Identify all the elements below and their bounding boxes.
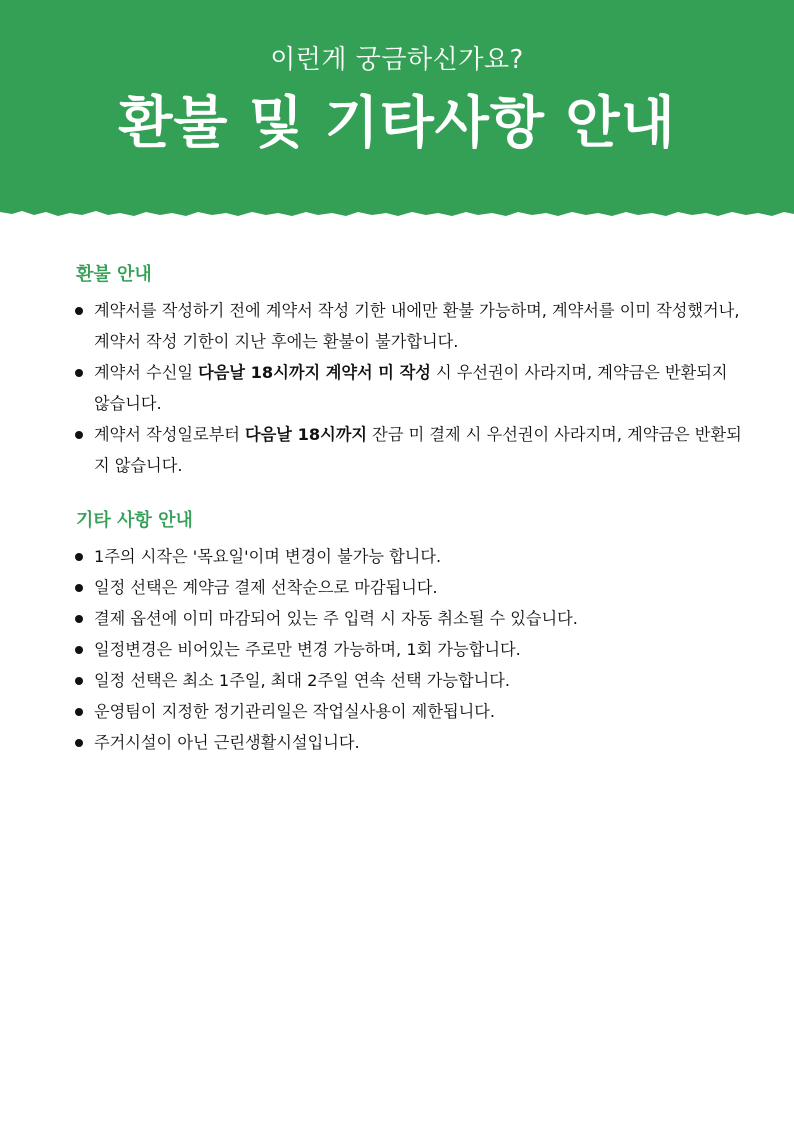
etc-item: 일정 선택은 최소 1주일, 최대 2주일 연속 선택 가능합니다. (94, 665, 748, 696)
refund-list (0, 295, 748, 481)
header-subtitle: 이런게 궁금하신가요? (270, 45, 524, 75)
refund-item-emphasis: 다음날 18시까지 계약서 미 작성 (198, 363, 431, 382)
refund-item-text: 계약서 수신일 (94, 363, 199, 382)
page-title: 환불 및 기타사항 안내 (118, 91, 676, 156)
refund-section-title: 환불 안내 (76, 264, 152, 285)
torn-edge-decoration (0, 196, 794, 226)
etc-item: 1주의 시작은 '목요일'이며 변경이 불가능 합니다. (94, 541, 748, 572)
etc-section-title: 기타 사항 안내 (76, 510, 193, 531)
refund-item (94, 357, 748, 419)
refund-item-text: 계약서를 작성하기 전에 계약서 작성 기한 내에만 환불 가능하며, 계약서를 이미 작성했거나, 계약서 작성 기한이 지난 후에는 환불이 불가합니다. (94, 301, 740, 351)
header-banner (0, 0, 794, 222)
refund-item-text: 잔금 미 결제 시 우선권이 사라지며, 계약금은 반환되지 않습니다. (94, 425, 742, 475)
etc-item: 일정변경은 비어있는 주로만 변경 가능하며, 1회 가능합니다. (94, 634, 748, 665)
etc-item: 결제 옵션에 이미 마감되어 있는 주 입력 시 자동 취소될 수 있습니다. (94, 603, 748, 634)
refund-item (94, 419, 748, 481)
refund-item (94, 295, 748, 357)
refund-item-emphasis: 다음날 18시까지 (245, 425, 368, 444)
refund-item-text: 시 우선권이 사라지며, 계약금은 반환되지 않습니다. (94, 363, 728, 413)
refund-item-text: 계약서 작성일로부터 (94, 425, 246, 444)
main-content (0, 255, 794, 758)
etc-list (0, 541, 748, 758)
etc-item: 운영팀이 지정한 정기관리일은 작업실사용이 제한됩니다. (94, 696, 748, 727)
etc-item: 주거시설이 아닌 근린생활시설입니다. (94, 727, 748, 758)
etc-item: 일정 선택은 계약금 결제 선착순으로 마감됩니다. (94, 572, 748, 603)
